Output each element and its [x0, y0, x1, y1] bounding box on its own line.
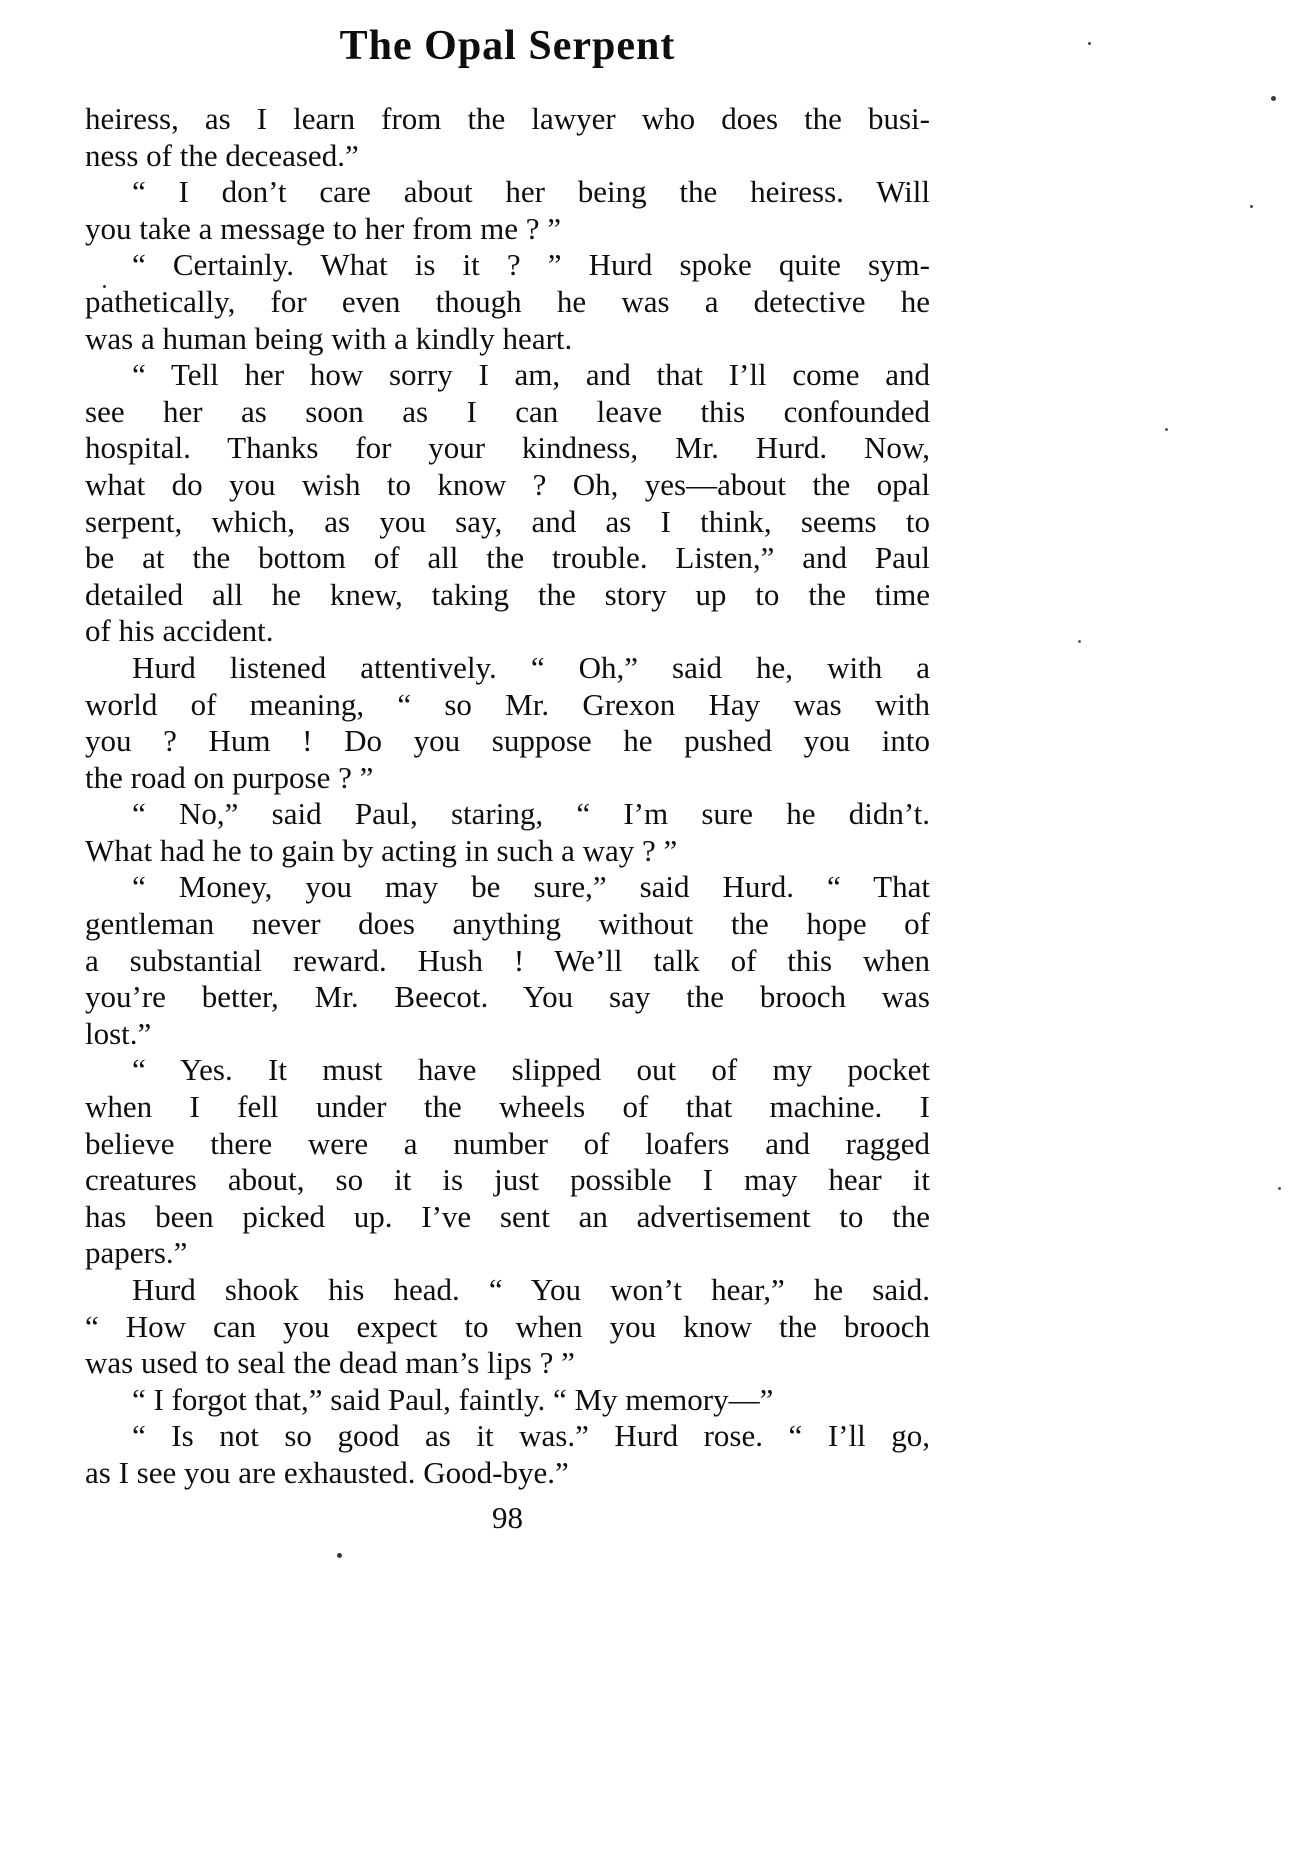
text-line: gentleman never does anything without the hope of — [85, 906, 930, 942]
text-line: has been picked up. I’ve sent an advertisement to the — [85, 1198, 930, 1234]
text-line: Hurd shook his head. “ You won’t hear,” he said. — [132, 1272, 930, 1307]
text-line: as I see you are exhausted. Good-bye.” — [85, 1454, 569, 1490]
scan-noise — [1088, 42, 1091, 45]
paragraph — [85, 869, 930, 1052]
text-line: ness of the deceased.” — [85, 137, 359, 173]
text-line: “ I forgot that,” said Paul, faintly. “ My memory—” — [132, 1381, 774, 1417]
text-line: see her as soon as I can leave this confounded — [85, 393, 930, 429]
text-line: be at the bottom of all the trouble. Listen,” and Paul — [85, 540, 930, 576]
text-line: What had he to gain by acting in such a way ? ” — [85, 832, 678, 868]
page-number: 98 — [492, 1500, 523, 1535]
text-line: “ Money, you may be sure,” said Hurd. “ That — [132, 869, 930, 905]
text-line: you’re better, Mr. Beecot. You say the brooch was — [85, 979, 930, 1015]
text-line: world of meaning, “ so Mr. Grexon Hay was with — [85, 686, 930, 722]
text-line: you ? Hum ! Do you suppose he pushed you into — [85, 723, 930, 759]
text-line: you take a message to her from me ? ” — [85, 210, 562, 246]
text-line: what do you wish to know ? Oh, yes—about the opal — [85, 466, 930, 502]
text-line: “ How can you expect to when you know the brooch — [85, 1308, 930, 1344]
paragraph — [85, 174, 930, 247]
text-line: the road on purpose ? ” — [85, 759, 374, 795]
text-line: heiress, as I learn from the lawyer who does the busi- — [85, 101, 930, 136]
text-line: pathetically, for even though he was a detective he — [85, 283, 930, 319]
text-line: “ Is not so good as it was.” Hurd rose. “ I’ll go, — [132, 1418, 930, 1454]
text-line: lost.” — [85, 1015, 152, 1051]
text-line: “ Tell her how sorry I am, and that I’ll come and — [132, 357, 930, 393]
text-line: “ Certainly. What is it ? ” Hurd spoke quite sym- — [132, 247, 930, 283]
paragraph — [85, 796, 930, 869]
text-line: was a human being with a kindly heart. — [85, 320, 573, 356]
paragraph — [85, 357, 930, 650]
text-line: Hurd listened attentively. “ Oh,” said he, with a — [132, 649, 930, 685]
paragraph — [85, 247, 930, 357]
paragraph — [85, 1052, 930, 1272]
paragraph — [85, 1382, 930, 1419]
text-line: detailed all he knew, taking the story up to the time — [85, 576, 930, 612]
text-line: of his accident. — [85, 613, 274, 649]
text-line: believe there were a number of loafers and ragged — [85, 1125, 930, 1161]
text-line: when I fell under the wheels of that machine. I — [85, 1089, 930, 1125]
text-line: papers.” — [85, 1235, 188, 1271]
text-line: “ No,” said Paul, staring, “ I’m sure he didn’t. — [132, 796, 930, 832]
text-line: hospital. Thanks for your kindness, Mr. Hurd. Now, — [85, 430, 930, 466]
paragraph — [85, 1272, 930, 1382]
text-line: creatures about, so it is just possible I may hear it — [85, 1162, 930, 1198]
paragraph — [85, 1418, 930, 1491]
text-line: serpent, which, as you say, and as I think, seems to — [85, 503, 930, 539]
text-line: a substantial reward. Hush ! We’ll talk of this when — [85, 942, 930, 978]
text-line: was used to seal the dead man’s lips ? ” — [85, 1345, 575, 1381]
paragraph — [85, 101, 930, 174]
text-line: “ Yes. It must have slipped out of my pocket — [132, 1052, 930, 1088]
paragraph — [85, 650, 930, 796]
text-line: “ I don’t care about her being the heiress. Will — [132, 174, 930, 210]
page-title: The Opal Serpent — [339, 23, 676, 69]
text-block — [85, 101, 930, 1492]
